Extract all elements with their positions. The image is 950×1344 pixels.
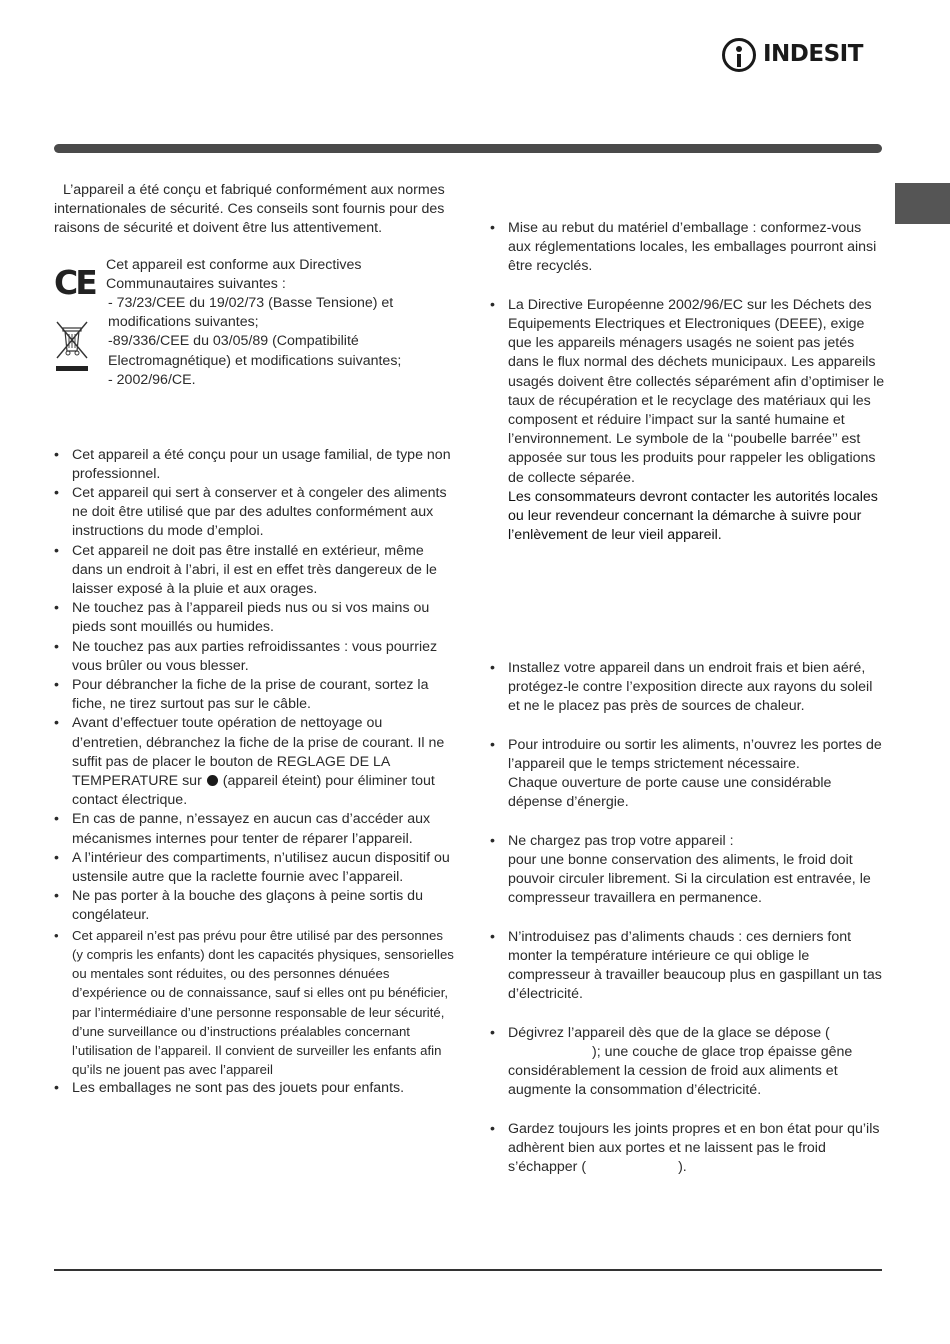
cert-line: - 2002/96/CE.: [108, 371, 196, 388]
environment-item-text: Mise au rebut du matériel d’emballage : conformez-vous aux réglementations locales, les emballages pourront ainsi être recyclés.: [508, 220, 877, 275]
safety-item: • Pour débrancher la fiche de la prise de courant, sortez la fiche, ne tirez surtout pas sur le câble.: [54, 676, 454, 714]
environment-list: [490, 219, 885, 545]
safety-item: • Les emballages ne sont pas des jouets pour enfants.: [54, 1079, 454, 1098]
safety-item: • Ne touchez pas à l’appareil pieds nus ou si vos mains ou pieds sont mouillés ou humides.: [54, 599, 454, 637]
safety-item: • Cet appareil qui sert à conserver et à congeler des aliments ne doit être utilisé que par des adultes conformément aux instructions du mode d’emploi.: [54, 484, 454, 542]
cert-line: modifications suivantes;: [108, 314, 259, 331]
safety-list: [54, 446, 454, 1099]
safety-item: • A l’intérieur des compartiments, n’utilisez aucun dispositif ou ustensile autre que la raclette fournie avec l’appareil.: [54, 849, 454, 887]
off-position-symbol-icon: [207, 775, 218, 786]
header-rule: [54, 144, 882, 153]
safety-item: • Ne touchez pas aux parties refroidissantes : vous pourriez vous brûler ou vous blesser.: [54, 638, 454, 676]
environment-item-note: Les consommateurs devront contacter les autorités locales ou leur revendeur concernant la démarche à suivre pour l’enlèvement de leur vieil appareil.: [508, 488, 878, 544]
safety-item: • Cet appareil n’est pas prévu pour être utilisé par des personnes (y compris les enfants) dont les capacités physiques, sensorielles ou mentales sont réduites, ou des personnes dénuées d’expérience ou de connaissance, sauf si elles ont pu bénéficier, par l’intermédiaire d’une personne responsable de leur sécurité, d’une surveillance ou d’instructions préalables concernant l’utilisation de l’appareil. Il convient de surveiller les enfants afin qu’ils ne jouent pas avec l’appareil: [54, 926, 454, 1080]
energy-item: [490, 659, 885, 717]
safety-item: • Cet appareil ne doit pas être installé en extérieur, même dans un endroit à l’abri, il est en effet très dangereux de le laisser exposé à la pluie et aux orages.: [54, 542, 454, 600]
cert-line: Communautaires suivantes :: [106, 275, 286, 292]
energy-item-text: Gardez toujours les joints propres et en bon état pour qu’ils adhèrent bien aux portes et ne laissent pas le froid s’échapper (: [508, 1120, 880, 1176]
energy-item: [490, 1024, 885, 1101]
brand-name: INDESIT: [763, 41, 863, 68]
cert-line: Cet appareil est conforme aux Directives: [106, 256, 362, 273]
safety-item: [54, 714, 454, 810]
energy-item-note: pour une bonne conservation des aliments, le froid doit pouvoir circuler librement. Si la circulation est entravée, le compresseur travaillera en permanence.: [508, 852, 871, 907]
environment-item: [490, 219, 885, 277]
safety-item-text: Avant d’effectuer toute opération de nettoyage ou d’entretien, débranchez la fiche de la prise de courant. Il ne suffit pas de placer le bouton de REGLAGE DE LA TEMPERATURE sur: [72, 715, 445, 790]
cert-line: Electromagnétique) et modifications suivantes;: [108, 352, 402, 369]
certification-text: [106, 256, 446, 390]
right-column: [490, 219, 885, 565]
energy-item: [490, 1120, 885, 1178]
safety-item-text: (appareil éteint) pour éliminer tout contact électrique.: [72, 773, 435, 809]
energy-item-text: ).: [678, 1159, 687, 1176]
energy-item: [490, 928, 885, 1005]
energy-item: [490, 736, 885, 813]
energy-item-note: Chaque ouverture de porte cause une considérable dépense d’énergie.: [508, 775, 832, 811]
brand-logo: [722, 34, 863, 76]
ce-mark-icon: CE: [54, 262, 95, 302]
safety-item: • En cas de panne, n’essayez en aucun cas d’accéder aux mécanismes internes pour tenter de réparer l’appareil.: [54, 810, 454, 848]
language-tab-marker: [895, 183, 950, 224]
footer-rule: [54, 1269, 882, 1271]
left-column: [54, 181, 454, 1099]
crossed-bin-icon: [54, 318, 90, 374]
environment-item: [490, 296, 885, 546]
certification-block: [54, 256, 454, 392]
safety-item: • Cet appareil a été conçu pour un usage familial, de type non professionnel.: [54, 446, 454, 484]
energy-saving-list: [490, 659, 885, 1197]
intro-paragraph: L’appareil a été conçu et fabriqué conformément aux normes internationales de sécurité. Ces conseils sont fournis pour des raisons de sécurité et doivent être lus attentivement.: [54, 182, 445, 237]
energy-item-text: Installez votre appareil dans un endroit frais et bien aéré, protégez-le contre l’exposition directe aux rayons du soleil et ne le placez pas près de sources de chaleur.: [508, 660, 873, 715]
safety-item: • Ne pas porter à la bouche des glaçons à peine sortis du congélateur.: [54, 887, 454, 925]
environment-item-text: La Directive Européenne 2002/96/EC sur les Déchets des Equipements Electriques et Electroniques (DEEE), exige que les appareils ménagers usagés ne soient pas jetés dans le flux normal des déchets municipaux. Les appareils usagés doivent être collectés séparément afin d’optimiser le taux de récupération et le recyclage des matériaux qui les composent et réduire l’impact sur la santé humaine et l’environnement. Le symbole de la ‘‘poubelle barrée’’ est apposée sur tous les produits pour rappeler les obligations de collecte séparée.: [508, 296, 885, 486]
energy-item-text: N’introduisez pas d’aliments chauds : ces derniers font monter la température intérieure ce qui oblige le compresseur à travailler beaucoup plus en gaspillant un tas d’électricité.: [508, 928, 882, 1003]
cert-line: - 73/23/CEE du 19/02/73 (Basse Tensione) et: [108, 295, 394, 312]
brand-i-icon: [722, 38, 756, 72]
energy-item-text: Pour introduire ou sortir les aliments, n’ouvrez les portes de l’appareil que le temps strictement nécessaire.: [508, 736, 882, 772]
energy-item-text: Ne chargez pas trop votre appareil :: [508, 832, 734, 849]
energy-item-text: ); une couche de glace trop épaisse gêne considérablement la cession de froid aux aliments et augmente la consommation d’électricité.: [508, 1044, 853, 1099]
cert-line: -89/336/CEE du 03/05/89 (Compatibilité: [108, 333, 359, 350]
energy-item-text: Dégivrez l’appareil dès que de la glace se dépose (: [508, 1024, 830, 1041]
energy-item: [490, 832, 885, 909]
